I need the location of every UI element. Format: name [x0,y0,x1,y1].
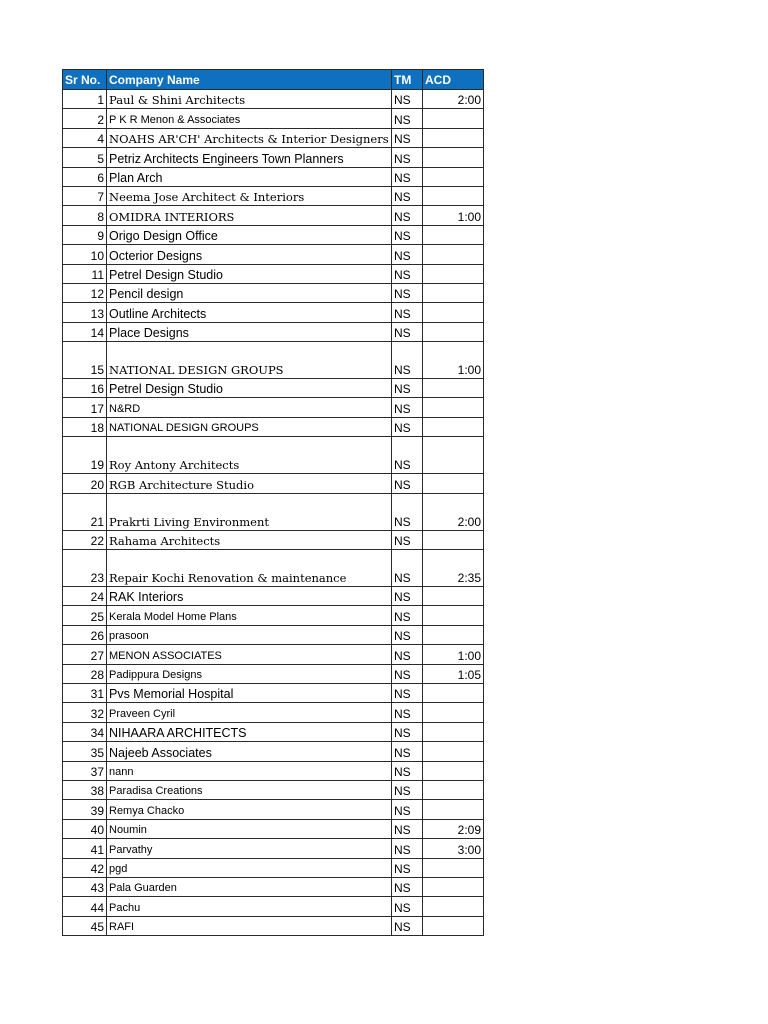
cell-sr-no[interactable]: 26 [63,625,107,644]
cell-acd[interactable]: 3:00 [423,839,484,858]
cell-tm[interactable]: NS [392,877,423,896]
header-tm[interactable]: TM [392,70,423,90]
table-row [63,742,484,761]
cell-acd[interactable]: 1:00 [423,645,484,664]
cell-tm[interactable]: NS [392,186,423,205]
cell-acd[interactable] [423,148,484,167]
cell-sr-no[interactable]: 2 [63,109,107,128]
cell-company-name[interactable]: Kerala Model Home Plans [107,606,392,625]
cell-acd[interactable] [423,897,484,916]
header-company-name[interactable]: Company Name [107,70,392,90]
header-acd[interactable]: ACD [423,70,484,90]
cell-sr-no[interactable]: 31 [63,683,107,702]
cell-sr-no[interactable]: 22 [63,530,107,549]
cell-company-name[interactable]: Neema Jose Architect & Interiors [107,186,392,205]
cell-tm[interactable]: NS [392,417,423,436]
cell-company-name[interactable]: Octerior Designs [107,245,392,264]
table-row [63,322,484,341]
table-row [63,780,484,799]
cell-company-name[interactable]: Pachu [107,897,392,916]
company-table [62,69,484,936]
cell-company-name[interactable]: Prakrti Living Environment [107,493,392,530]
cell-company-name[interactable]: RAK Interiors [107,587,392,606]
table-row [63,683,484,702]
cell-company-name[interactable]: OMIDRA INTERIORS [107,206,392,225]
cell-acd[interactable] [423,186,484,205]
table-body [63,90,484,936]
cell-sr-no[interactable]: 40 [63,819,107,838]
cell-tm[interactable]: NS [392,625,423,644]
cell-company-name[interactable]: Paradisa Creations [107,780,392,799]
cell-sr-no[interactable]: 37 [63,761,107,780]
table-row [63,342,484,379]
cell-acd[interactable] [423,167,484,186]
table-row [63,303,484,322]
cell-tm[interactable]: NS [392,587,423,606]
table-row [63,264,484,283]
table-row [63,148,484,167]
table-row [63,625,484,644]
cell-tm[interactable]: NS [392,839,423,858]
table-row [63,437,484,474]
cell-acd[interactable] [423,606,484,625]
cell-company-name[interactable]: nann [107,761,392,780]
cell-tm[interactable]: NS [392,264,423,283]
cell-acd[interactable] [423,303,484,322]
cell-sr-no[interactable]: 23 [63,550,107,587]
table-row [63,398,484,417]
cell-company-name[interactable]: Padippura Designs [107,664,392,683]
cell-tm[interactable]: NS [392,398,423,417]
table-row [63,858,484,877]
table-row [63,550,484,587]
cell-sr-no[interactable]: 5 [63,148,107,167]
table-row [63,761,484,780]
cell-company-name[interactable]: Najeeb Associates [107,742,392,761]
cell-company-name[interactable]: Noumin [107,819,392,838]
table-row [63,245,484,264]
table-row [63,474,484,493]
cell-acd[interactable] [423,437,484,474]
table-row [63,206,484,225]
cell-tm[interactable]: NS [392,245,423,264]
cell-sr-no[interactable]: 45 [63,916,107,935]
cell-sr-no[interactable]: 21 [63,493,107,530]
cell-acd[interactable] [423,625,484,644]
cell-company-name[interactable]: Plan Arch [107,167,392,186]
cell-acd[interactable] [423,780,484,799]
cell-acd[interactable] [423,283,484,302]
cell-company-name[interactable]: Parvathy [107,839,392,858]
cell-tm[interactable]: NS [392,897,423,916]
table-row [63,225,484,244]
cell-acd[interactable] [423,417,484,436]
table-row [63,530,484,549]
cell-sr-no[interactable]: 41 [63,839,107,858]
cell-tm[interactable]: NS [392,761,423,780]
cell-company-name[interactable]: NOAHS AR'CH' Architects & Interior Designers [107,128,392,147]
cell-sr-no[interactable]: 6 [63,167,107,186]
cell-tm[interactable]: NS [392,167,423,186]
cell-sr-no[interactable]: 44 [63,897,107,916]
cell-tm[interactable]: NS [392,606,423,625]
cell-sr-no[interactable]: 32 [63,703,107,722]
cell-company-name[interactable]: MENON ASSOCIATES [107,645,392,664]
table-row [63,186,484,205]
cell-tm[interactable]: NS [392,148,423,167]
table-row [63,839,484,858]
cell-tm[interactable]: NS [392,90,423,109]
cell-acd[interactable]: 2:09 [423,819,484,838]
cell-company-name[interactable]: Origo Design Office [107,225,392,244]
table-row [63,877,484,896]
cell-acd[interactable] [423,264,484,283]
table-row [63,379,484,398]
cell-acd[interactable] [423,722,484,741]
table-row [63,645,484,664]
cell-sr-no[interactable]: 12 [63,283,107,302]
cell-tm[interactable]: NS [392,858,423,877]
table-row [63,128,484,147]
cell-sr-no[interactable]: 39 [63,800,107,819]
cell-sr-no[interactable]: 9 [63,225,107,244]
cell-acd[interactable] [423,398,484,417]
cell-tm[interactable]: NS [392,664,423,683]
cell-company-name[interactable]: Repair Kochi Renovation & maintenance [107,550,392,587]
cell-acd[interactable]: 2:00 [423,493,484,530]
cell-sr-no[interactable]: 8 [63,206,107,225]
cell-sr-no[interactable]: 28 [63,664,107,683]
cell-acd[interactable] [423,742,484,761]
cell-company-name[interactable]: Rahama Architects [107,530,392,549]
cell-sr-no[interactable]: 38 [63,780,107,799]
cell-tm[interactable]: NS [392,742,423,761]
cell-sr-no[interactable]: 14 [63,322,107,341]
table-row [63,109,484,128]
cell-company-name[interactable]: Outline Architects [107,303,392,322]
cell-sr-no[interactable]: 11 [63,264,107,283]
cell-tm[interactable]: NS [392,109,423,128]
cell-company-name[interactable]: Pencil design [107,283,392,302]
cell-tm[interactable]: NS [392,916,423,935]
cell-acd[interactable] [423,858,484,877]
header-sr-no[interactable]: Sr No. [63,70,107,90]
cell-acd[interactable] [423,322,484,341]
cell-company-name[interactable]: prasoon [107,625,392,644]
table-row [63,897,484,916]
cell-tm[interactable]: NS [392,550,423,587]
table-row [63,819,484,838]
table-row [63,167,484,186]
cell-sr-no[interactable]: 43 [63,877,107,896]
table-row [63,90,484,109]
cell-sr-no[interactable]: 4 [63,128,107,147]
cell-sr-no[interactable]: 16 [63,379,107,398]
table-row [63,800,484,819]
cell-company-name[interactable]: Roy Antony Architects [107,437,392,474]
cell-tm[interactable]: NS [392,645,423,664]
cell-tm[interactable]: NS [392,683,423,702]
cell-tm[interactable]: NS [392,800,423,819]
cell-acd[interactable] [423,225,484,244]
cell-sr-no[interactable]: 10 [63,245,107,264]
cell-acd[interactable] [423,587,484,606]
cell-sr-no[interactable]: 19 [63,437,107,474]
cell-sr-no[interactable]: 7 [63,186,107,205]
cell-acd[interactable] [423,379,484,398]
cell-sr-no[interactable]: 1 [63,90,107,109]
cell-company-name[interactable]: P K R Menon & Associates [107,109,392,128]
cell-sr-no[interactable]: 15 [63,342,107,379]
cell-company-name[interactable]: RAFI [107,916,392,935]
cell-tm[interactable]: NS [392,493,423,530]
cell-tm[interactable]: NS [392,780,423,799]
cell-company-name[interactable]: Petrel Design Studio [107,264,392,283]
cell-tm[interactable]: NS [392,303,423,322]
cell-acd[interactable]: 1:05 [423,664,484,683]
cell-company-name[interactable]: NATIONAL DESIGN GROUPS [107,342,392,379]
cell-company-name[interactable]: Place Designs [107,322,392,341]
cell-tm[interactable]: NS [392,283,423,302]
cell-acd[interactable]: 1:00 [423,342,484,379]
cell-acd[interactable] [423,109,484,128]
cell-sr-no[interactable]: 25 [63,606,107,625]
cell-sr-no[interactable]: 17 [63,398,107,417]
cell-acd[interactable] [423,703,484,722]
cell-acd[interactable] [423,530,484,549]
cell-acd[interactable] [423,474,484,493]
cell-acd[interactable] [423,877,484,896]
cell-sr-no[interactable]: 34 [63,722,107,741]
cell-tm[interactable]: NS [392,342,423,379]
cell-tm[interactable]: NS [392,128,423,147]
cell-sr-no[interactable]: 35 [63,742,107,761]
cell-sr-no[interactable]: 42 [63,858,107,877]
cell-acd[interactable] [423,245,484,264]
cell-company-name[interactable]: NIHAARA ARCHITECTS [107,722,392,741]
cell-tm[interactable]: NS [392,206,423,225]
cell-acd[interactable] [423,761,484,780]
table-row [63,703,484,722]
table-row [63,916,484,935]
cell-sr-no[interactable]: 18 [63,417,107,436]
table-row [63,283,484,302]
cell-sr-no[interactable]: 13 [63,303,107,322]
cell-acd[interactable]: 2:00 [423,90,484,109]
cell-acd[interactable] [423,800,484,819]
cell-tm[interactable]: NS [392,225,423,244]
cell-company-name[interactable]: Pala Guarden [107,877,392,896]
cell-acd[interactable] [423,683,484,702]
cell-tm[interactable]: NS [392,722,423,741]
cell-tm[interactable]: NS [392,437,423,474]
cell-tm[interactable]: NS [392,474,423,493]
cell-sr-no[interactable]: 24 [63,587,107,606]
cell-company-name[interactable]: Paul & Shini Architects [107,90,392,109]
cell-company-name[interactable]: RGB Architecture Studio [107,474,392,493]
cell-tm[interactable]: NS [392,703,423,722]
cell-tm[interactable]: NS [392,322,423,341]
cell-company-name[interactable]: pgd [107,858,392,877]
cell-company-name[interactable]: N&RD [107,398,392,417]
cell-tm[interactable]: NS [392,819,423,838]
table-row [63,664,484,683]
cell-company-name[interactable]: Petrel Design Studio [107,379,392,398]
cell-company-name[interactable]: Remya Chacko [107,800,392,819]
cell-acd[interactable]: 1:00 [423,206,484,225]
table-row [63,417,484,436]
cell-tm[interactable]: NS [392,530,423,549]
cell-sr-no[interactable]: 20 [63,474,107,493]
cell-company-name[interactable]: Pvs Memorial Hospital [107,683,392,702]
cell-acd[interactable] [423,916,484,935]
cell-acd[interactable]: 2:35 [423,550,484,587]
table-row [63,606,484,625]
cell-company-name[interactable]: NATIONAL DESIGN GROUPS [107,417,392,436]
table-row [63,587,484,606]
table-row [63,722,484,741]
table-row [63,493,484,530]
cell-company-name[interactable]: Petriz Architects Engineers Town Planners [107,148,392,167]
cell-sr-no[interactable]: 27 [63,645,107,664]
cell-acd[interactable] [423,128,484,147]
cell-tm[interactable]: NS [392,379,423,398]
cell-company-name[interactable]: Praveen Cyril [107,703,392,722]
header-row [63,70,484,90]
